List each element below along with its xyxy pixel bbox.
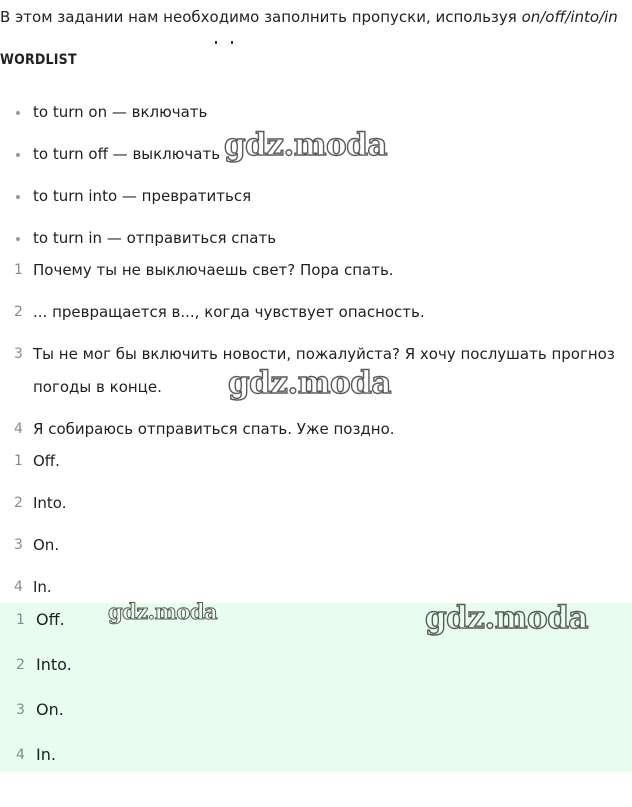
answer-text: Off. bbox=[33, 452, 60, 470]
intro-text bbox=[0, 7, 632, 27]
item-number: 3 bbox=[16, 702, 25, 718]
intro-italic: on/off/into/in bbox=[521, 8, 618, 26]
item-number: 1 bbox=[16, 612, 25, 628]
answer-text: Off. bbox=[36, 610, 65, 629]
item-number: 2 bbox=[16, 657, 25, 673]
bullet-icon bbox=[16, 237, 20, 241]
wordlist-item-text: to turn into — превратиться bbox=[33, 187, 252, 205]
bullet-icon bbox=[16, 195, 20, 199]
answer-text: Into. bbox=[33, 494, 67, 512]
item-number: 4 bbox=[16, 747, 25, 763]
sentence-text: ... превращается в..., когда чувствует опасность. bbox=[33, 303, 425, 321]
item-number: 3 bbox=[14, 346, 23, 362]
bullet-icon bbox=[16, 153, 20, 157]
item-number: 1 bbox=[14, 262, 23, 278]
wordlist-heading: WORDLIST bbox=[0, 52, 77, 68]
wordlist-item-text: to turn off — выключать bbox=[33, 145, 221, 163]
sentence-text: Я собираюсь отправиться спать. Уже поздно. bbox=[33, 420, 395, 438]
watermark-logo: gdz.moda bbox=[228, 365, 391, 401]
watermark-logo: gdz.moda bbox=[224, 127, 387, 163]
item-number: 2 bbox=[14, 304, 23, 320]
answer-text: In. bbox=[33, 578, 52, 596]
item-number: 3 bbox=[14, 537, 23, 553]
answer-text: On. bbox=[36, 700, 64, 719]
wordlist-item-text: to turn on — включать bbox=[33, 103, 208, 121]
wordlist-item-text: to turn in — отправиться спать bbox=[33, 229, 277, 247]
watermark-logo: gdz.moda bbox=[108, 599, 218, 624]
watermark-logo: gdz.moda bbox=[425, 600, 588, 636]
item-number: 1 bbox=[14, 453, 23, 469]
answer-text: In. bbox=[36, 745, 56, 764]
sentence-text: погоды в конце. bbox=[33, 378, 162, 396]
item-number: 4 bbox=[14, 579, 23, 595]
sentence-text: Ты не мог бы включить новости, пожалуйста? Я хочу послушать прогноз bbox=[33, 345, 615, 363]
answer-text: Into. bbox=[36, 655, 72, 674]
intro-plain: В этом задании нам необходимо заполнить пропуски, используя bbox=[0, 8, 522, 26]
answer-text: On. bbox=[33, 536, 60, 554]
item-number: 2 bbox=[14, 495, 23, 511]
bullet-icon bbox=[16, 111, 20, 115]
item-number: 4 bbox=[14, 421, 23, 437]
sentence-text: Почему ты не выключаешь свет? Пора спать. bbox=[33, 261, 394, 279]
decorative-ticks bbox=[215, 41, 235, 45]
